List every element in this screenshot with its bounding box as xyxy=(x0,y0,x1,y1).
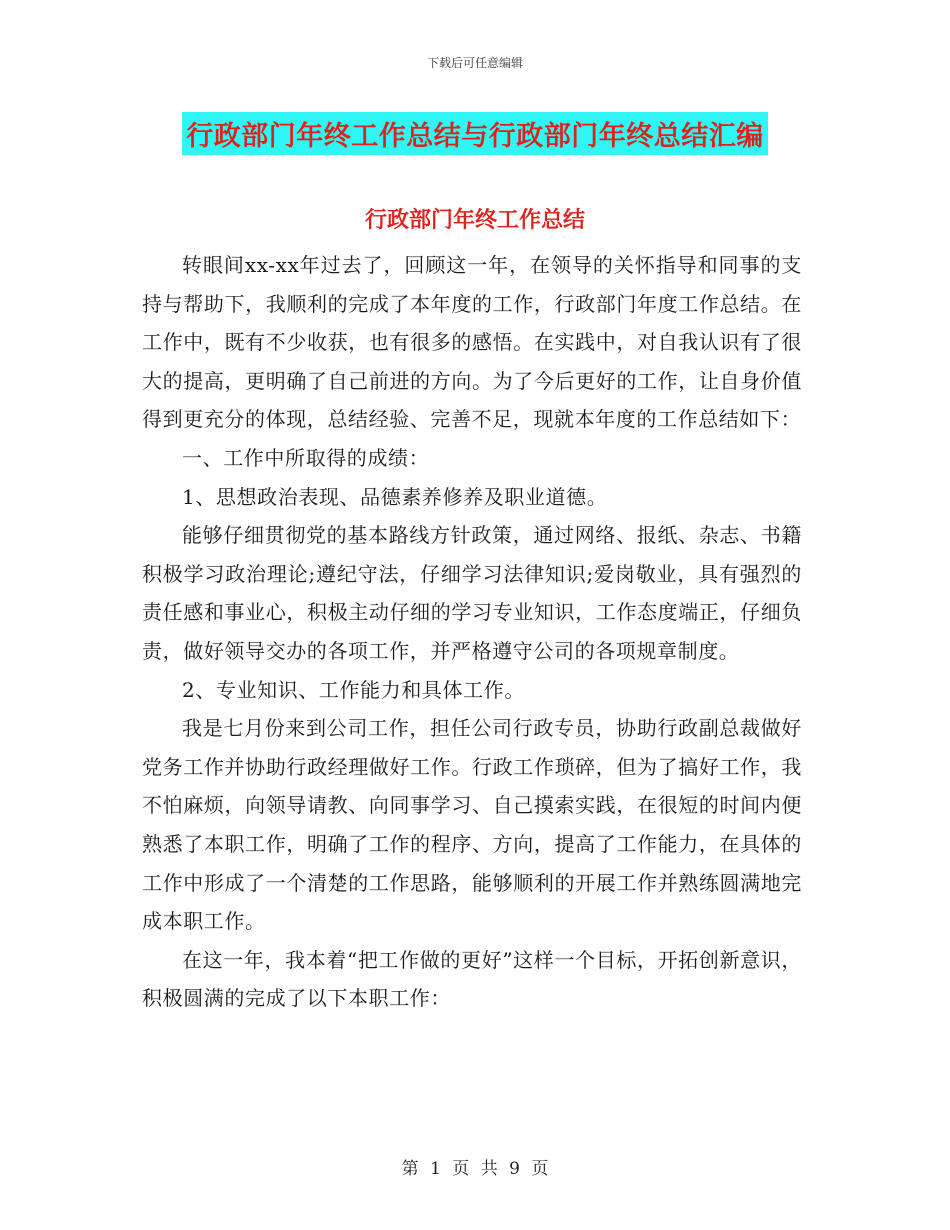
header-note: 下载后可任意编辑 xyxy=(426,56,523,70)
paragraph-goals: 在这一年，我本着“把工作做的更好”这样一个目标，开拓创新意识，积极圆满的完成了以下本职工作： xyxy=(142,947,802,1011)
document-title-text: 行政部门年终工作总结与行政部门年终总结汇编 xyxy=(182,112,768,155)
paragraph-ethics: 能够仔细贯彻党的基本路线方针政策，通过网络、报纸、杂志、书籍积极学习政治理论;遵纪守法，仔细学习法律知识;爱岗敬业，具有强烈的责任感和事业心，积极主动仔细的学习专业知识，工作态度端正，仔细负责，做好领导交办的各项工作，并严格遵守公司的各项规章制度。 xyxy=(142,523,802,663)
paragraph-skills: 我是七月份来到公司工作，担任公司行政专员，协助行政副总裁做好党务工作并协助行政经理做好工作。行政工作琐碎，但为了搞好工作，我不怕麻烦，向领导请教、向同事学习、自己摸索实践，在很短的时间内便熟悉了本职工作，明确了工作的程序、方向，提高了工作能力，在具体的工作中形成了一个清楚的工作思路，能够顺利的开展工作并熟练圆满地完成本职工作。 xyxy=(142,716,802,934)
document-title xyxy=(0,112,950,155)
paragraph-intro: 转眼间xx-xx年过去了，回顾这一年，在领导的关怀指导和同事的支持与帮助下，我顺利的完成了本年度的工作，行政部门年度工作总结。在工作中，既有不少收获，也有很多的感悟。在实践中，对自我认识有了很大的提高，更明确了自己前进的方向。为了今后更好的工作，让自身价值得到更充分的体现，总结经验、完善不足，现就本年度的工作总结如下： xyxy=(142,253,802,432)
heading-achievements: 一、工作中所取得的成绩： xyxy=(182,445,430,470)
document-body xyxy=(142,246,802,1018)
section-title: 行政部门年终工作总结 xyxy=(364,208,585,233)
page-footer: 第 1 页 共 9 页 xyxy=(401,1159,549,1179)
subheading-ethics: 1、思想政治表现、品德素养修养及职业道德。 xyxy=(182,484,608,509)
subheading-skills: 2、专业知识、工作能力和具体工作。 xyxy=(182,677,525,702)
